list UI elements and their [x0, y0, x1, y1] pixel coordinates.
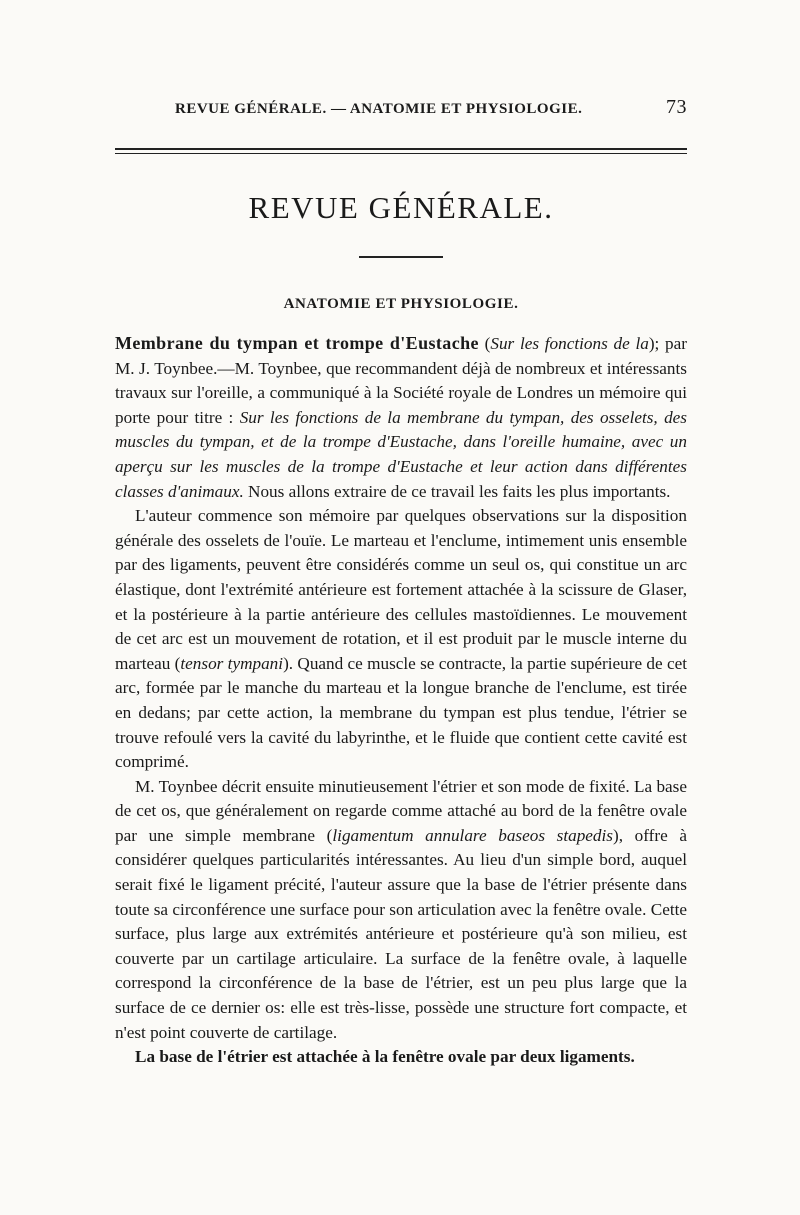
memoir-title-italic: Sur les fonctions de la membrane du tympan, des osselets, des muscles du tympan, et de la trompe d'Eustache, dans l'oreille humaine, avec un aperçu sur les muscles de la trompe d'Eustache et leur action dans différentes classes d'animaux. — [115, 407, 687, 501]
ligament-name-italic: ligamentum annulare baseos stapedis — [332, 825, 613, 845]
page — [115, 96, 687, 1070]
text-run: Nous allons extraire de ce travail les faits les plus importants. — [243, 481, 671, 501]
article-title: Membrane du tympan et trompe d'Eustache — [115, 333, 479, 353]
paragraph-2 — [115, 504, 687, 775]
running-head — [115, 96, 687, 120]
double-rule-divider — [115, 148, 687, 154]
body-text — [115, 331, 687, 1070]
muscle-name-italic: tensor tympani — [180, 653, 284, 673]
text-run: M. Toynbee décrit ensuite minutieusement l'étrier et son mode de fixité. La base de cet os, que généralement on regarde comme attaché au bord de la fenêtre ovale par une simple membrane ( — [115, 776, 687, 845]
text-run: L'auteur commence son mémoire par quelques observations sur la disposition générale des osselets de l'ouïe. Le marteau et l'enclume, intimement unis ensemble par des ligaments, peuvent être considérés comme un seul os, qui constitue un arc élastique, dont l'extrémité antérieure est fortement attachée à la scissure de Glaser, et la postérieure à la partie antérieure des cellules mastoïdiennes. Le mouvement de cet arc est un mouvement de rotation, et il est produit par le muscle interne du marteau ( — [115, 506, 687, 673]
paragraph-4 — [115, 1045, 687, 1070]
page-number: 73 — [666, 96, 687, 118]
text-run: ), offre à considérer quelques particularités intéressantes. Au lieu d'un simple bord, auquel serait fixé le ligament précité, l'auteur assure que la base de l'étrier présente dans toute sa circonférence une surface pour son articulation avec la fenêtre ovale. Cette surface, plus large aux extrémités antérieure et postérieure qu'à son milieu, est couverte par un cartilage articulaire. La surface de la fenêtre ovale, à laquelle correspond la circonférence de la base de l'étrier, est un peu plus large que la surface de ce dernier os: elle est très-lisse, possède une structure fort compacte, et n'est point couverte de cartilage. — [115, 825, 687, 1042]
running-head-title: REVUE GÉNÉRALE. — ANATOMIE ET PHYSIOLOGIE. — [175, 101, 583, 117]
text-run: ); par M. J. Toynbee.—M. Toynbee, que recommandent déjà de nombreux et intéressants travaux sur l'oreille, a communiqué à la Société royale de Londres un mémoire qui porte pour titre : — [115, 334, 687, 427]
reference-italic: Sur les fonctions de la — [490, 334, 649, 353]
paragraph-1 — [115, 331, 687, 504]
section-title: ANATOMIE ET PHYSIOLOGIE. — [283, 296, 519, 312]
text-run: ). Quand ce muscle se contracte, la partie supérieure de cet arc, formée par le manche du marteau et la longue branche de l'enclume, est tirée en dedans; par cette action, la membrane du tympan est plus tendue, l'étrier se trouve refoulé vers la cavité du labyrinthe, et le fluide que contient cette cavité est comprimé. — [115, 653, 687, 772]
text-run: La base de l'étrier est attachée à la fenêtre ovale par deux ligaments. — [135, 1047, 635, 1067]
text-run: ( — [478, 334, 491, 353]
paragraph-3 — [115, 775, 687, 1046]
short-rule-divider — [359, 256, 443, 258]
main-title: REVUE GÉNÉRALE. — [248, 190, 554, 225]
